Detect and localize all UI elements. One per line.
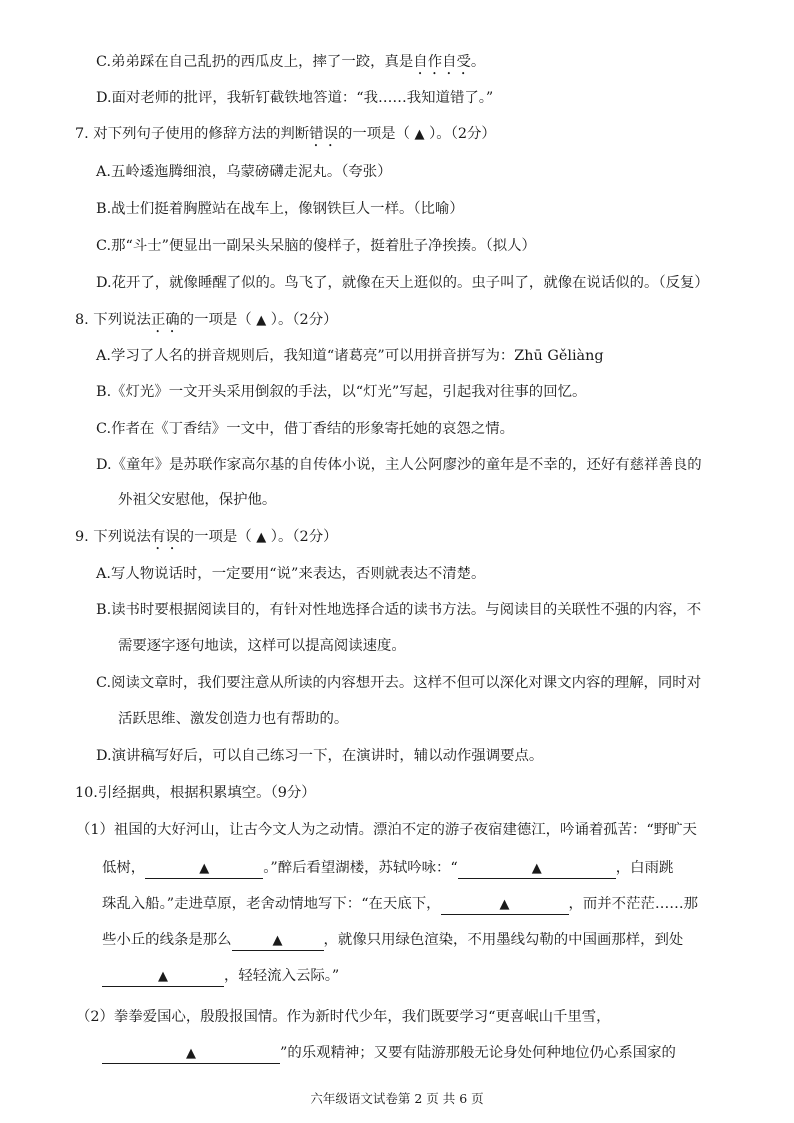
answer-triangle-icon: ▲ bbox=[414, 127, 425, 142]
prev-option-d: D.面对老师的批评，我斩钉截铁地答道：“我……我知道错了。” bbox=[96, 90, 494, 106]
q10-part1-line5: ▲ ，轻轻流入云际。” bbox=[102, 966, 339, 987]
q9-option-c-line2: 活跃思维、激发创造力也有帮助的。 bbox=[118, 711, 349, 727]
answer-triangle-icon: ▲ bbox=[186, 1046, 196, 1061]
q10-part1-line1: （1）祖国的大好河山，让古今文人为之动情。漂泊不定的游子夜宿建德江，吟诵着孤苦：“野旷天 bbox=[76, 822, 697, 838]
question-7-stem: 7. 对下列句子使用的修辞方法的判断错误的一项是（ ▲ ）。（2分） bbox=[75, 126, 496, 142]
q9-option-a: A.写人物说话时，一定要用“说”来表达，否则就表达不清楚。 bbox=[96, 566, 486, 582]
answer-triangle-icon: ▲ bbox=[199, 861, 210, 876]
answer-triangle-icon: ▲ bbox=[531, 861, 542, 876]
q9-option-d: D.演讲稿写好后，可以自己练习一下，在演讲时，辅以动作强调要点。 bbox=[96, 748, 544, 764]
answer-blank[interactable] bbox=[232, 932, 324, 951]
q8-option-b: B.《灯光》一文开头采用倒叙的手法，以“灯光”写起，引起我对往事的回忆。 bbox=[96, 384, 587, 400]
page-footer: 六年级语文试卷第 2 页 共 6 页 bbox=[310, 1091, 484, 1106]
q9-option-c-line1: C.阅读文章时，我们要注意从所读的内容想开去。这样不但可以深化对课文内容的理解，同时对 bbox=[96, 675, 702, 691]
answer-blank[interactable] bbox=[145, 860, 263, 879]
q10-part1-line4: 些小丘的线条是那么 ▲ ，就像只用绿色渲染，不用墨线勾勒的中国画那样，到处 bbox=[102, 930, 683, 951]
q8-option-d-line2: 外祖父安慰他，保护他。 bbox=[118, 492, 277, 508]
answer-triangle-icon: ▲ bbox=[158, 969, 168, 984]
answer-triangle-icon: ▲ bbox=[272, 933, 283, 948]
q10-part1-line2: 低树， ▲ 。”醉后看望湖楼，苏轼吟咏：“ ▲ ，白雨跳 bbox=[102, 858, 673, 879]
q7-option-b: B.战士们挺着胸膛站在战车上，像钢铁巨人一样。（比喻） bbox=[96, 201, 464, 217]
q7-option-d: D.花开了，就像睡醒了似的。鸟飞了，就像在天上逛似的。虫子叫了，就像在说话似的。（反复） bbox=[96, 275, 709, 291]
answer-triangle-icon: ▲ bbox=[256, 530, 267, 545]
answer-blank[interactable] bbox=[102, 968, 224, 987]
question-10-stem: 10.引经据典，根据积累填空。（9分） bbox=[75, 785, 316, 801]
answer-blank[interactable] bbox=[458, 860, 616, 879]
q7-option-a: A.五岭逶迤腾细浪，乌蒙磅礴走泥丸。（夸张） bbox=[96, 164, 392, 180]
q8-option-c: C.作者在《丁香结》一文中，借丁香结的形象寄托她的哀怨之情。 bbox=[96, 421, 515, 437]
q10-part1-line3: 珠乱入船。”走进草原，老舍动情地写下：“在天底下， ▲ ，而并不茫茫……那 bbox=[102, 894, 698, 915]
q7-option-c: C.那“斗士”便显出一副呆头呆脑的傻样子，挺着肚子净挨揍。（拟人） bbox=[96, 238, 536, 254]
prev-option-c: C.弟弟踩在自己乱扔的西瓜皮上，摔了一跤，真是自作自受。 bbox=[96, 54, 486, 70]
answer-triangle-icon: ▲ bbox=[499, 897, 510, 912]
question-9-stem: 9. 下列说法有误的一项是（ ▲ ）。（2分） bbox=[75, 529, 338, 545]
question-8-stem: 8. 下列说法正确的一项是（ ▲ ）。（2分） bbox=[75, 312, 338, 328]
q8-option-d-line1: D.《童年》是苏联作家高尔基的自传体小说，主人公阿廖沙的童年是不幸的，还好有慈祥善良的 bbox=[96, 457, 702, 473]
q9-option-b-line2: 需要逐字逐句地读，这样可以提高阅读速度。 bbox=[118, 638, 406, 654]
q10-part2-line1: （2）拳拳爱国心，殷殷报国情。作为新时代少年，我们既要学习“更喜岷山千里雪， bbox=[76, 1009, 611, 1025]
q8-option-a: A.学习了人名的拼音规则后，我知道“诸葛亮”可以用拼音拼写为：Zhū Gěliàng bbox=[96, 348, 604, 364]
answer-blank[interactable] bbox=[102, 1045, 280, 1064]
answer-triangle-icon: ▲ bbox=[256, 313, 267, 328]
q9-option-b-line1: B.读书时要根据阅读目的，有针对性地选择合适的读书方法。与阅读目的关联性不强的内容，不 bbox=[96, 602, 702, 618]
answer-blank[interactable] bbox=[441, 896, 569, 915]
q10-part2-line2: ▲ ”的乐观精神；又要有陆游那般无论身处何种地位仍心系国家的 bbox=[102, 1043, 676, 1064]
